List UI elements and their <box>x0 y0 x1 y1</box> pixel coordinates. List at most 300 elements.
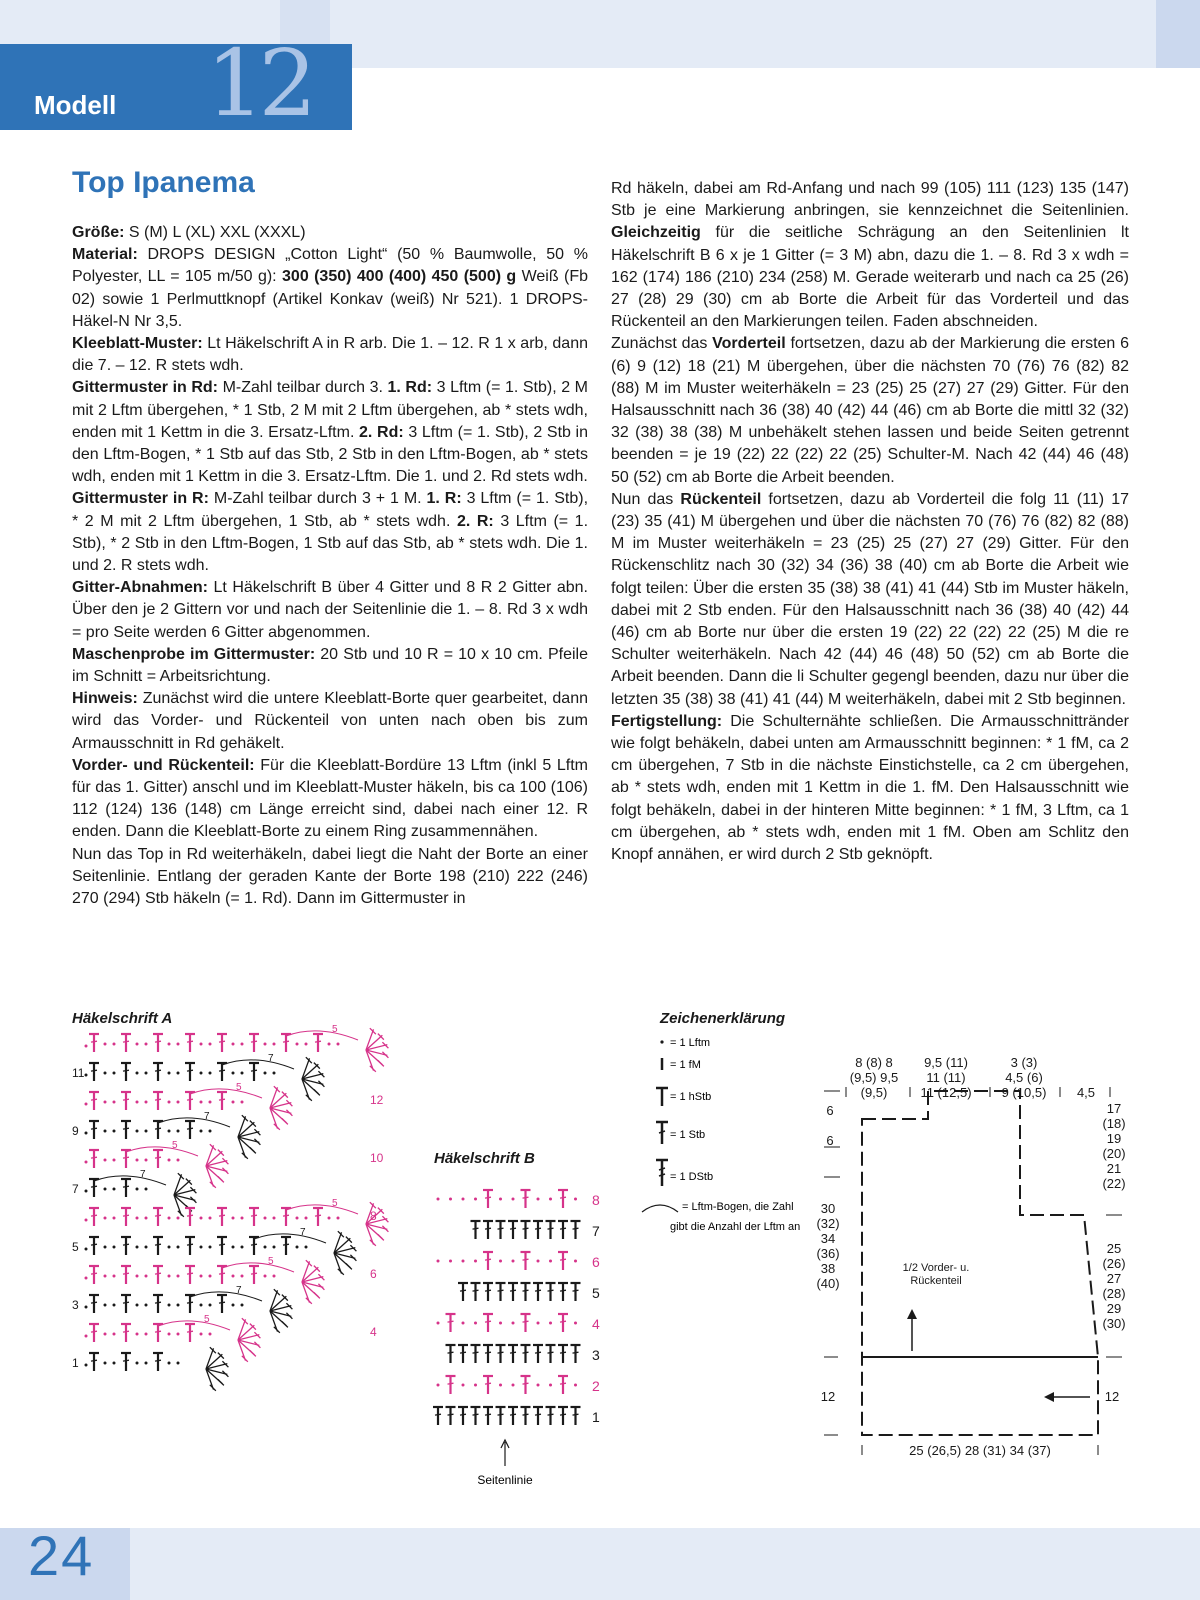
chain-mark <box>136 1275 139 1278</box>
stitch-mark <box>187 1273 193 1274</box>
paragraph-text: für die seitliche Schrägung an den Seitenlinien lt Häkelschrift B 6 x je 1 Gitter (= 3 M) abn, dazu die 1. – 8. Rd 3 x wdh = 162 (174) 186 (210) 234 (258) M. Gerade weiterarb und nach ca 25 (26) 27 (28) 29 (30) cm ab Borte die Arbeit für das Vorderteil und das Rückenteil an den Markierungen teilen. Faden abschneiden. <box>611 224 1129 331</box>
stitch-mark <box>91 1360 97 1361</box>
chain-mark <box>305 1246 308 1249</box>
right-measure: 12 <box>1104 1389 1120 1404</box>
chain-mark <box>549 1322 552 1325</box>
left-measure: 34 <box>820 1231 836 1246</box>
cluster-mark <box>178 1173 184 1179</box>
chain-mark <box>145 1304 148 1307</box>
stitch-mark <box>448 1383 454 1384</box>
stitch-mark <box>219 1302 225 1303</box>
left-measure: 38 <box>820 1261 836 1276</box>
stitch-mark <box>123 1360 129 1361</box>
diagram-b-marks <box>433 1190 600 1425</box>
chain-arc <box>254 1234 326 1243</box>
model-number: 12 <box>206 30 312 137</box>
stitch-mark <box>219 1070 225 1071</box>
chain-mark <box>136 1188 139 1191</box>
top-measure: 11 (12,5) <box>920 1085 972 1100</box>
chain-mark <box>209 1275 212 1278</box>
stitch-mark <box>123 1070 129 1071</box>
stitch-mark <box>448 1414 454 1415</box>
paragraph-text: 20 Stb und 10 R = 10 x 10 cm. Pfeile im Schnitt = Arbeitsrichtung. <box>72 645 589 686</box>
chain-mark <box>85 1364 88 1367</box>
stitch-mark <box>510 1290 516 1291</box>
stitch-mark <box>187 1099 193 1100</box>
chain-mark <box>209 1072 212 1075</box>
stitch-mark <box>523 1352 529 1353</box>
chain-mark <box>241 1043 244 1046</box>
row-label: 5 <box>72 1240 79 1254</box>
chain-mark <box>232 1101 235 1104</box>
paragraph <box>72 755 588 844</box>
chain-arc <box>286 1031 358 1040</box>
chain-count: 7 <box>268 1053 274 1064</box>
chain-mark <box>113 1101 116 1104</box>
bottom-measure: 25 (26,5) 28 (31) 34 (37) <box>909 1443 1051 1458</box>
cluster-mark <box>250 1147 256 1153</box>
stitch-mark <box>535 1290 541 1291</box>
chain-mark <box>85 1190 88 1193</box>
paragraph <box>611 333 1129 488</box>
chain-mark <box>512 1322 515 1325</box>
cluster-mark <box>210 1144 216 1150</box>
chain-mark <box>136 1304 139 1307</box>
stitch-mark <box>91 1302 97 1303</box>
stitch-mark <box>485 1321 491 1322</box>
stitch-mark <box>510 1352 516 1353</box>
diagram-b <box>432 1178 632 1488</box>
chain-mark <box>177 1333 180 1336</box>
chain-mark <box>113 1275 116 1278</box>
cluster-mark <box>314 1292 320 1298</box>
text-column-right <box>611 178 1129 866</box>
legend-arc-note: = Lftm-Bogen, die Zahl <box>682 1201 794 1213</box>
right-measure: 25 <box>1106 1241 1122 1256</box>
stitch-mark <box>573 1228 579 1229</box>
cluster-mark <box>210 1385 216 1391</box>
chain-mark <box>437 1260 440 1263</box>
right-measure: 29 <box>1106 1301 1122 1316</box>
half-double-icon <box>656 1088 668 1106</box>
paragraph-text: fortsetzen, dazu ab der Markierung die ersten 6 (6) 9 (12) 18 (21) M übergehen, über die nächsten 70 (76) 76 (82) 82 (88) M im Muster weiterhäkeln = 23 (25) 25 (27) 27 (29) Gitter. Für den Halsausschnitt nach 36 (38) 40 (42) 44 (46) cm ab Borte die mittl 32 (32) 32 (38) 38 (38) M unbehäkelt stehen lassen und beide Seiten getrennt beenden = je 19 (22) 22 (22) 22 (25) Schulter-M. Nach 42 (44) 46 (48) 50 (52) cm ab Borte die Arbeit beenden. <box>611 335 1129 486</box>
right-measure: (18) <box>1102 1116 1126 1131</box>
chain-mark <box>136 1130 139 1133</box>
chain-mark <box>145 1159 148 1162</box>
stitch-mark <box>187 1128 193 1129</box>
chain-mark <box>264 1246 267 1249</box>
stitch-mark <box>219 1273 225 1274</box>
chain-mark <box>136 1159 139 1162</box>
cluster-mark <box>378 1060 384 1066</box>
chain-mark <box>85 1219 88 1222</box>
paragraph-text: Zunächst wird die untere Kleeblatt-Borte quer gearbeitet, dann wird das Vorder- und Rückenteil von unten nach oben bis zum Armausschnitt in Rd gehäkelt. <box>72 690 588 752</box>
stitch-mark <box>91 1244 97 1245</box>
stitch-mark <box>91 1070 97 1071</box>
stitch-mark <box>498 1414 504 1415</box>
row-label: 8 <box>370 1209 377 1223</box>
stitch-mark <box>123 1186 129 1187</box>
chain-mark <box>296 1217 299 1220</box>
chain-mark <box>145 1362 148 1365</box>
stitch-mark <box>498 1352 504 1353</box>
stitch-mark <box>123 1041 129 1042</box>
chain-arc <box>190 1089 262 1098</box>
row-label: 7 <box>72 1182 79 1196</box>
schematic <box>816 1055 1140 1495</box>
stitch-mark <box>91 1099 97 1100</box>
stitch-mark <box>251 1215 257 1216</box>
row-label: 8 <box>592 1192 600 1208</box>
chain-mark <box>462 1384 465 1387</box>
chain-mark <box>462 1198 465 1201</box>
top-measure: 9,5 (11) <box>924 1055 968 1070</box>
left-measure: (32) <box>816 1216 840 1231</box>
stitch-mark <box>251 1070 257 1071</box>
cluster-mark <box>378 1234 384 1240</box>
chain-mark <box>273 1072 276 1075</box>
chain-mark <box>168 1333 171 1336</box>
chain-mark <box>449 1198 452 1201</box>
stitch-mark <box>460 1290 466 1291</box>
row-label: 3 <box>72 1298 79 1312</box>
chain-mark <box>85 1248 88 1251</box>
chain-mark <box>85 1161 88 1164</box>
chain-mark <box>136 1246 139 1249</box>
top-measure: 4,5 (6) <box>1005 1070 1043 1085</box>
paragraph <box>72 577 588 644</box>
stitch-mark <box>91 1273 97 1274</box>
chain-mark <box>474 1322 477 1325</box>
chain-mark <box>462 1322 465 1325</box>
stitch-mark <box>573 1352 579 1353</box>
chain-mark <box>177 1246 180 1249</box>
chain-count: 7 <box>204 1111 210 1122</box>
stitch-mark <box>560 1321 566 1322</box>
stitch-mark <box>155 1244 161 1245</box>
stitch-mark <box>560 1383 566 1384</box>
stitch-mark <box>510 1228 516 1229</box>
chain-mark <box>136 1101 139 1104</box>
paragraph-heading: 1. R: <box>426 490 462 508</box>
top-measure: 8 (8) 8 <box>855 1055 893 1070</box>
right-measure: (20) <box>1102 1146 1126 1161</box>
center-label: 1/2 Vorder- u. <box>902 1262 970 1274</box>
cluster-mark <box>282 1118 288 1124</box>
stitch-mark <box>155 1215 161 1216</box>
stitch-mark <box>155 1128 161 1129</box>
chain-mark <box>305 1217 308 1220</box>
chain-mark <box>512 1260 515 1263</box>
cluster-mark <box>306 1298 312 1304</box>
right-measure: (22) <box>1102 1176 1126 1191</box>
chain-mark <box>177 1304 180 1307</box>
cluster-mark <box>218 1379 224 1385</box>
cluster-mark <box>274 1289 280 1295</box>
paragraph-heading: Gittermuster in Rd: <box>72 379 219 397</box>
chain-mark <box>145 1333 148 1336</box>
chain-mark <box>537 1198 540 1201</box>
chain-mark <box>145 1130 148 1133</box>
chain-mark <box>113 1304 116 1307</box>
cluster-mark <box>218 1176 224 1182</box>
stitch-mark <box>219 1041 225 1042</box>
cluster-mark <box>242 1115 248 1121</box>
border-direction-arrowhead <box>1044 1392 1054 1402</box>
chain-mark <box>437 1384 440 1387</box>
stitch-mark <box>283 1041 289 1042</box>
side-line-label: Seitenlinie <box>477 1473 533 1487</box>
chain-mark <box>337 1217 340 1220</box>
chain-mark <box>177 1362 180 1365</box>
stitch-mark <box>155 1041 161 1042</box>
chain-arc <box>158 1321 230 1330</box>
chain-mark <box>209 1246 212 1249</box>
chain-mark <box>145 1217 148 1220</box>
paragraph <box>72 644 588 688</box>
chain-mark <box>113 1130 116 1133</box>
cluster-mark <box>370 1028 376 1034</box>
stitch-mark <box>560 1228 566 1229</box>
chain-mark <box>574 1322 577 1325</box>
stitch-mark <box>485 1197 491 1198</box>
chain-mark <box>113 1188 116 1191</box>
paragraph-text: Lt Häkelschrift B über 4 Gitter und 8 R 2 Gitter abn. Über den je 2 Gittern vor und nach der Seitenlinie die 1. – 8. Rd 3 x wdh = pro Seite werden 6 Gitter abgenommen. <box>72 579 588 641</box>
stitch-mark <box>91 1041 97 1042</box>
stitch-mark <box>573 1414 579 1415</box>
chain-symbol-icon <box>660 1040 663 1043</box>
cluster-mark <box>274 1086 280 1092</box>
cluster-mark <box>370 1240 376 1246</box>
chain-mark <box>232 1217 235 1220</box>
cluster-mark <box>178 1211 184 1217</box>
left-measure: (40) <box>816 1276 840 1291</box>
chain-mark <box>549 1198 552 1201</box>
row-label: 7 <box>592 1223 600 1239</box>
chain-mark <box>499 1260 502 1263</box>
chain-mark <box>337 1043 340 1046</box>
stitch-mark <box>498 1228 504 1229</box>
stitch-mark <box>535 1228 541 1229</box>
paragraph-heading: Hinweis: <box>72 690 138 708</box>
chain-mark <box>200 1333 203 1336</box>
treble-crochet-icon <box>656 1160 668 1186</box>
stitch-mark <box>155 1302 161 1303</box>
stitch-mark <box>91 1128 97 1129</box>
chain-mark <box>549 1384 552 1387</box>
chain-count: 5 <box>236 1082 242 1093</box>
chain-mark <box>574 1260 577 1263</box>
stitch-mark <box>123 1302 129 1303</box>
chain-mark <box>145 1043 148 1046</box>
stitch-mark <box>448 1352 454 1353</box>
left-measure: 6 <box>826 1103 834 1118</box>
paragraph-text: 3 Lftm (= 1. Stb), * 2 Stb in den Lftm-Bogen, 1 Stb auf das Stb, ab * stets wdh. Die 1. und 2. R stets wdh. <box>72 512 589 575</box>
row-label: 1 <box>72 1356 79 1370</box>
paragraph-text: DROPS DESIGN „Cotton Light“ (50 % Baumwolle, 50 % Polyester, LL = 105 m/50 g): <box>72 246 588 286</box>
chain-mark <box>168 1217 171 1220</box>
pattern-title: Top Ipanema <box>72 166 255 199</box>
stitch-mark <box>573 1290 579 1291</box>
stitch-mark <box>91 1186 97 1187</box>
chain-mark <box>136 1072 139 1075</box>
stitch-mark <box>123 1331 129 1332</box>
chain-mark <box>113 1246 116 1249</box>
stitch-mark <box>473 1228 479 1229</box>
row-label: 9 <box>72 1124 79 1138</box>
chain-mark <box>474 1198 477 1201</box>
stitch-mark <box>460 1414 466 1415</box>
chain-mark <box>136 1362 139 1365</box>
stitch-mark <box>315 1215 321 1216</box>
paragraph <box>611 711 1129 866</box>
cluster-mark <box>282 1321 288 1327</box>
chain-mark <box>104 1246 107 1249</box>
chain-mark <box>537 1384 540 1387</box>
chain-mark <box>104 1043 107 1046</box>
top-measure: 3 (3) <box>1010 1055 1038 1070</box>
chain-mark <box>264 1275 267 1278</box>
stitch-mark <box>485 1259 491 1260</box>
stitch-mark <box>448 1321 454 1322</box>
chain-mark <box>537 1322 540 1325</box>
chain-arc <box>222 1263 294 1272</box>
stitch-mark <box>523 1414 529 1415</box>
chain-mark <box>113 1043 116 1046</box>
chain-mark <box>232 1072 235 1075</box>
stitch-mark <box>123 1215 129 1216</box>
cluster-mark <box>346 1263 352 1269</box>
chain-mark <box>549 1260 552 1263</box>
stitch-mark <box>485 1228 491 1229</box>
stitch-mark <box>187 1041 193 1042</box>
page-number: 24 <box>28 1524 95 1587</box>
cluster-mark <box>274 1124 280 1130</box>
paragraph-text: Die Schulternähte schließen. Die Armausschnittränder wie folgt behäkeln, dabei unten am Armausschnitt beginnen: * 1 fM, ca 2 cm übergehen, 7 Stb in die nächste Einstichstelle, ca 2 cm übergehen, ab * stets wdh, enden mit 1 Kettm in die 1. fM. Den Halsausschnitt wie folgt behäkeln, dabei in der hinteren Mitte beginnen: * 1 fM, 3 Lftm, ca 1 cm übergehen, ab * stets wdh, enden mit 1 fM. Oben am Schlitz den Knopf annähen, er wird durch 2 Stb geknöpft. <box>611 712 1129 864</box>
paragraph-heading: Gleichzeitig <box>611 224 701 242</box>
chain-mark <box>305 1043 308 1046</box>
right-measure: (28) <box>1102 1286 1126 1301</box>
chain-mark <box>104 1101 107 1104</box>
footer-band <box>0 1524 1200 1600</box>
chain-mark <box>200 1304 203 1307</box>
chain-mark <box>145 1188 148 1191</box>
chain-mark <box>232 1275 235 1278</box>
paragraph-text: 3 Lftm (= 1. Stb), 2 M mit 2 Lftm übergehen, * 1 Stb, 2 M mit 2 Lftm übergehen, ab * stets wdh, enden mit 1 Kettm in die 3. Ersatz-Lftm. <box>72 379 589 441</box>
chain-arc <box>94 1176 166 1185</box>
chain-mark <box>104 1188 107 1191</box>
chain-mark <box>241 1217 244 1220</box>
double-crochet-icon <box>656 1122 668 1144</box>
chain-mark <box>177 1159 180 1162</box>
row-label: 4 <box>370 1325 377 1339</box>
row-label: 1 <box>592 1409 600 1425</box>
paragraph <box>72 333 588 377</box>
stitch-mark <box>548 1414 554 1415</box>
chain-mark <box>145 1275 148 1278</box>
paragraph <box>72 377 588 488</box>
stitch-mark <box>187 1070 193 1071</box>
chain-mark <box>145 1101 148 1104</box>
stitch-mark <box>123 1099 129 1100</box>
chain-arc <box>158 1118 230 1127</box>
stitch-mark <box>91 1215 97 1216</box>
row-label: 11 <box>72 1066 85 1080</box>
stitch-mark <box>251 1244 257 1245</box>
chain-mark <box>437 1322 440 1325</box>
stitch-mark <box>560 1259 566 1260</box>
chain-mark <box>474 1384 477 1387</box>
chain-mark <box>499 1198 502 1201</box>
stitch-mark <box>548 1352 554 1353</box>
paragraph-heading: 300 (350) 400 (400) 450 (500) g <box>282 268 517 286</box>
chain-count: 5 <box>268 1256 274 1267</box>
top-measure: 4,5 <box>1076 1085 1096 1100</box>
chain-mark <box>85 1335 88 1338</box>
chain-mark <box>113 1217 116 1220</box>
cluster-mark <box>210 1347 216 1353</box>
chain-mark <box>177 1101 180 1104</box>
paragraph <box>72 844 588 911</box>
center-label: Rückenteil <box>910 1275 962 1287</box>
chain-mark <box>241 1101 244 1104</box>
chain-mark <box>200 1275 203 1278</box>
row-label: 5 <box>592 1285 600 1301</box>
chain-mark <box>499 1384 502 1387</box>
chain-mark <box>104 1217 107 1220</box>
stitch-mark <box>187 1244 193 1245</box>
chain-mark <box>113 1333 116 1336</box>
cluster-mark <box>242 1318 248 1324</box>
row-label: 3 <box>592 1347 600 1363</box>
chain-mark <box>136 1333 139 1336</box>
paragraph-heading: Vorderteil <box>712 335 786 353</box>
chain-mark <box>512 1384 515 1387</box>
chain-mark <box>499 1322 502 1325</box>
chain-mark <box>104 1159 107 1162</box>
cluster-mark <box>250 1350 256 1356</box>
right-measure: 21 <box>1106 1161 1122 1176</box>
stitch-mark <box>155 1360 161 1361</box>
right-measure: 27 <box>1106 1271 1122 1286</box>
top-measure: (9,5) 9,5 <box>849 1070 899 1085</box>
row-label: 10 <box>370 1151 384 1165</box>
legend-item: = 1 DStb <box>670 1171 714 1183</box>
stitch-mark <box>187 1331 193 1332</box>
chain-mark <box>113 1362 116 1365</box>
stitch-mark <box>523 1228 529 1229</box>
paragraph <box>72 488 588 577</box>
cluster-mark <box>314 1089 320 1095</box>
cluster-mark <box>210 1182 216 1188</box>
stitch-mark <box>251 1041 257 1042</box>
chain-mark <box>273 1275 276 1278</box>
work-direction-arrowhead <box>907 1309 917 1319</box>
row-label: 4 <box>592 1316 600 1332</box>
legend-heading: Zeichenerklärung <box>660 1010 786 1027</box>
stitch-mark <box>283 1244 289 1245</box>
chain-count: 5 <box>332 1198 338 1209</box>
stitch-mark <box>123 1157 129 1158</box>
chain-mark <box>537 1260 540 1263</box>
chain-mark <box>209 1043 212 1046</box>
paragraph <box>611 178 1129 333</box>
paragraph <box>72 244 588 333</box>
chain-mark <box>168 1043 171 1046</box>
chain-mark <box>177 1130 180 1133</box>
chain-mark <box>104 1130 107 1133</box>
legend-item: = 1 Stb <box>670 1129 706 1141</box>
